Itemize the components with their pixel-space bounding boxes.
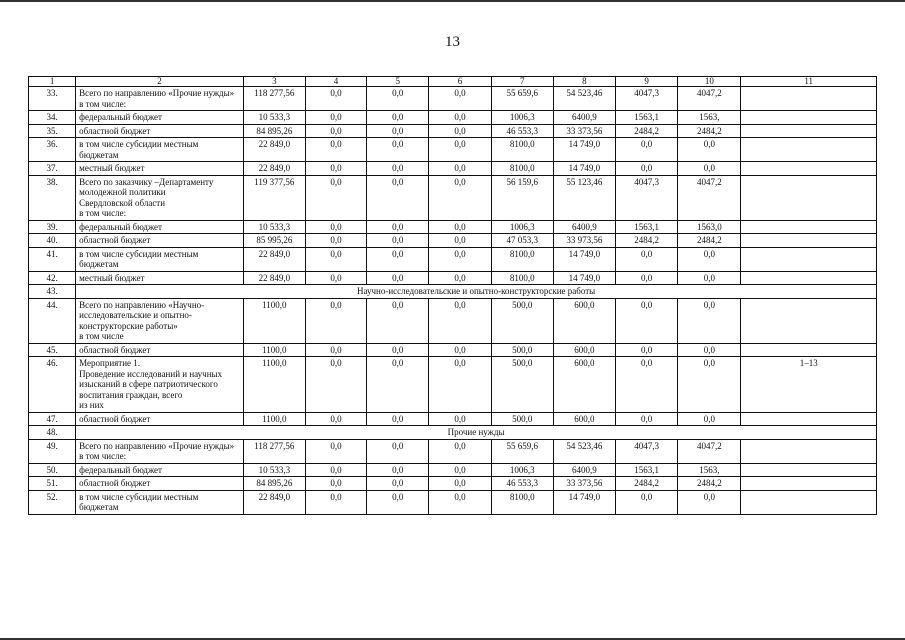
cell-c5: 0,0	[367, 111, 429, 125]
cell-c4: 0,0	[305, 220, 366, 234]
cell-c9: 0,0	[616, 357, 678, 413]
column-number-2: 2	[76, 77, 244, 87]
cell-c11	[741, 87, 877, 111]
budget-table	[28, 76, 877, 515]
cell-c6: 0,0	[429, 111, 491, 125]
table-row	[29, 439, 877, 463]
cell-c11	[741, 124, 877, 138]
cell-c4: 0,0	[305, 477, 366, 491]
section-title: Научно-исследовательские и опытно-конструкторские работы	[76, 285, 877, 299]
cell-c5: 0,0	[367, 490, 429, 514]
table-row	[29, 247, 877, 271]
table-body	[29, 87, 877, 515]
cell-c9: 4047,3	[616, 439, 678, 463]
column-number-row	[29, 77, 877, 87]
cell-c9: 2484,2	[616, 477, 678, 491]
cell-c4: 0,0	[305, 234, 366, 248]
cell-c7: 8100,0	[491, 162, 553, 176]
cell-c10: 0,0	[678, 412, 741, 426]
cell-c7: 8100,0	[491, 138, 553, 162]
row-name: Всего по направлению «Прочие нужды» в том числе:	[76, 87, 244, 111]
table-row	[29, 220, 877, 234]
cell-c3: 84 895,26	[243, 477, 305, 491]
cell-c6: 0,0	[429, 490, 491, 514]
cell-c6: 0,0	[429, 439, 491, 463]
row-name: Мероприятие 1. Проведение исследований и научных изысканий в сфере патриотического воспитания граждан, всего из них	[76, 357, 244, 413]
row-number: 39.	[29, 220, 76, 234]
cell-c6: 0,0	[429, 463, 491, 477]
row-name: Всего по направлению «Научно-исследовательские и опытно-конструкторские работы» в том числе	[76, 298, 244, 343]
cell-c10: 4047,2	[678, 175, 741, 220]
cell-c8: 14 749,0	[553, 490, 615, 514]
cell-c11	[741, 477, 877, 491]
row-number: 44.	[29, 298, 76, 343]
cell-c9: 0,0	[616, 412, 678, 426]
table-row	[29, 412, 877, 426]
row-name: в том числе субсидии местным бюджетам	[76, 490, 244, 514]
cell-c3: 10 533,3	[243, 463, 305, 477]
cell-c8: 14 749,0	[553, 247, 615, 271]
cell-c5: 0,0	[367, 247, 429, 271]
row-number: 33.	[29, 87, 76, 111]
cell-c11	[741, 234, 877, 248]
row-name: в том числе субсидии местным бюджетам	[76, 247, 244, 271]
column-number-6: 6	[429, 77, 491, 87]
cell-c10: 0,0	[678, 271, 741, 285]
cell-c8: 600,0	[553, 357, 615, 413]
cell-c8: 14 749,0	[553, 271, 615, 285]
row-name: в том числе субсидии местным бюджетам	[76, 138, 244, 162]
cell-c8: 14 749,0	[553, 138, 615, 162]
cell-c11	[741, 111, 877, 125]
cell-c10: 1563,	[678, 111, 741, 125]
cell-c9: 0,0	[616, 298, 678, 343]
cell-c7: 56 159,6	[491, 175, 553, 220]
row-number: 50.	[29, 463, 76, 477]
row-number: 49.	[29, 439, 76, 463]
row-number: 51.	[29, 477, 76, 491]
row-number: 36.	[29, 138, 76, 162]
cell-c8: 54 523,46	[553, 439, 615, 463]
table-row	[29, 138, 877, 162]
row-number: 48.	[29, 426, 76, 440]
column-number-8: 8	[553, 77, 615, 87]
cell-c9: 0,0	[616, 247, 678, 271]
cell-c4: 0,0	[305, 87, 366, 111]
cell-c4: 0,0	[305, 439, 366, 463]
cell-c10: 1563,0	[678, 220, 741, 234]
cell-c4: 0,0	[305, 111, 366, 125]
row-number: 52.	[29, 490, 76, 514]
cell-c8: 54 523,46	[553, 87, 615, 111]
cell-c10: 2484,2	[678, 124, 741, 138]
cell-c9: 2484,2	[616, 124, 678, 138]
cell-c8: 6400,9	[553, 220, 615, 234]
column-number-5: 5	[367, 77, 429, 87]
cell-c7: 1006,3	[491, 220, 553, 234]
row-name: Всего по заказчику –Департаменту молодежной политики Свердловской области в том числе:	[76, 175, 244, 220]
cell-c6: 0,0	[429, 298, 491, 343]
cell-c10: 0,0	[678, 298, 741, 343]
cell-c6: 0,0	[429, 412, 491, 426]
cell-c10: 0,0	[678, 357, 741, 413]
section-header-row	[29, 285, 877, 299]
page-number: 13	[445, 34, 460, 50]
table-row	[29, 175, 877, 220]
table-row	[29, 477, 877, 491]
cell-c4: 0,0	[305, 247, 366, 271]
column-number-9: 9	[616, 77, 678, 87]
table-row	[29, 234, 877, 248]
cell-c9: 1563,1	[616, 463, 678, 477]
cell-c7: 500,0	[491, 343, 553, 357]
cell-c3: 22 849,0	[243, 271, 305, 285]
cell-c8: 600,0	[553, 343, 615, 357]
cell-c9: 2484,2	[616, 234, 678, 248]
cell-c3: 22 849,0	[243, 138, 305, 162]
cell-c4: 0,0	[305, 357, 366, 413]
table-row	[29, 343, 877, 357]
row-number: 34.	[29, 111, 76, 125]
row-name: Всего по направлению «Прочие нужды» в том числе:	[76, 439, 244, 463]
cell-c11	[741, 220, 877, 234]
cell-c5: 0,0	[367, 87, 429, 111]
row-name: федеральный бюджет	[76, 220, 244, 234]
cell-c6: 0,0	[429, 175, 491, 220]
cell-c11	[741, 162, 877, 176]
row-number: 35.	[29, 124, 76, 138]
row-name: областной бюджет	[76, 343, 244, 357]
cell-c5: 0,0	[367, 357, 429, 413]
table-row	[29, 87, 877, 111]
cell-c3: 1100,0	[243, 298, 305, 343]
cell-c9: 4047,3	[616, 87, 678, 111]
cell-c9: 1563,1	[616, 111, 678, 125]
cell-c11	[741, 175, 877, 220]
cell-c6: 0,0	[429, 271, 491, 285]
cell-c6: 0,0	[429, 357, 491, 413]
cell-c6: 0,0	[429, 477, 491, 491]
cell-c4: 0,0	[305, 162, 366, 176]
cell-c5: 0,0	[367, 124, 429, 138]
cell-c3: 10 533,3	[243, 220, 305, 234]
cell-c5: 0,0	[367, 439, 429, 463]
cell-c7: 500,0	[491, 357, 553, 413]
cell-c6: 0,0	[429, 234, 491, 248]
cell-c8: 600,0	[553, 412, 615, 426]
row-number: 43.	[29, 285, 76, 299]
cell-c9: 4047,3	[616, 175, 678, 220]
cell-c4: 0,0	[305, 138, 366, 162]
cell-c7: 8100,0	[491, 490, 553, 514]
cell-c5: 0,0	[367, 343, 429, 357]
cell-c5: 0,0	[367, 298, 429, 343]
cell-c3: 119 377,56	[243, 175, 305, 220]
cell-c4: 0,0	[305, 463, 366, 477]
cell-c8: 55 123,46	[553, 175, 615, 220]
column-number-3: 3	[243, 77, 305, 87]
cell-c7: 8100,0	[491, 271, 553, 285]
cell-c5: 0,0	[367, 477, 429, 491]
row-number: 37.	[29, 162, 76, 176]
cell-c7: 47 053,3	[491, 234, 553, 248]
cell-c7: 8100,0	[491, 247, 553, 271]
cell-c5: 0,0	[367, 463, 429, 477]
cell-c3: 84 895,26	[243, 124, 305, 138]
cell-c9: 0,0	[616, 162, 678, 176]
cell-c3: 85 995,26	[243, 234, 305, 248]
cell-c10: 1563,	[678, 463, 741, 477]
cell-c6: 0,0	[429, 220, 491, 234]
cell-c5: 0,0	[367, 138, 429, 162]
cell-c5: 0,0	[367, 271, 429, 285]
row-number: 47.	[29, 412, 76, 426]
table-row	[29, 357, 877, 413]
column-number-7: 7	[491, 77, 553, 87]
cell-c8: 600,0	[553, 298, 615, 343]
cell-c5: 0,0	[367, 175, 429, 220]
cell-c7: 500,0	[491, 298, 553, 343]
section-header-row	[29, 426, 877, 440]
cell-c7: 46 553,3	[491, 477, 553, 491]
cell-c3: 1100,0	[243, 343, 305, 357]
column-number-1: 1	[29, 77, 76, 87]
cell-c4: 0,0	[305, 412, 366, 426]
column-number-4: 4	[305, 77, 366, 87]
cell-c11: 1–13	[741, 357, 877, 413]
cell-c9: 0,0	[616, 271, 678, 285]
cell-c6: 0,0	[429, 138, 491, 162]
cell-c10: 0,0	[678, 490, 741, 514]
cell-c7: 1006,3	[491, 111, 553, 125]
cell-c3: 118 277,56	[243, 439, 305, 463]
cell-c9: 0,0	[616, 343, 678, 357]
row-number: 45.	[29, 343, 76, 357]
cell-c11	[741, 247, 877, 271]
cell-c7: 55 659,6	[491, 439, 553, 463]
cell-c10: 0,0	[678, 162, 741, 176]
row-name: местный бюджет	[76, 162, 244, 176]
table-row	[29, 298, 877, 343]
table-row	[29, 162, 877, 176]
row-number: 38.	[29, 175, 76, 220]
row-number: 42.	[29, 271, 76, 285]
cell-c10: 0,0	[678, 138, 741, 162]
cell-c9: 1563,1	[616, 220, 678, 234]
cell-c7: 1006,3	[491, 463, 553, 477]
row-name: областной бюджет	[76, 477, 244, 491]
row-name: областной бюджет	[76, 412, 244, 426]
cell-c3: 22 849,0	[243, 247, 305, 271]
cell-c3: 1100,0	[243, 357, 305, 413]
row-number: 41.	[29, 247, 76, 271]
cell-c8: 6400,9	[553, 463, 615, 477]
table-row	[29, 124, 877, 138]
cell-c6: 0,0	[429, 162, 491, 176]
cell-c9: 0,0	[616, 138, 678, 162]
cell-c5: 0,0	[367, 234, 429, 248]
cell-c3: 22 849,0	[243, 490, 305, 514]
cell-c8: 6400,9	[553, 111, 615, 125]
cell-c7: 500,0	[491, 412, 553, 426]
cell-c4: 0,0	[305, 175, 366, 220]
cell-c8: 33 373,56	[553, 124, 615, 138]
cell-c10: 4047,2	[678, 87, 741, 111]
page-top-edge	[0, 0, 905, 2]
cell-c4: 0,0	[305, 298, 366, 343]
cell-c11	[741, 412, 877, 426]
cell-c10: 2484,2	[678, 477, 741, 491]
cell-c7: 55 659,6	[491, 87, 553, 111]
cell-c8: 33 373,56	[553, 477, 615, 491]
cell-c11	[741, 138, 877, 162]
table-row	[29, 111, 877, 125]
section-title: Прочие нужды	[76, 426, 877, 440]
cell-c4: 0,0	[305, 271, 366, 285]
cell-c10: 0,0	[678, 247, 741, 271]
cell-c4: 0,0	[305, 124, 366, 138]
table-row	[29, 490, 877, 514]
cell-c8: 14 749,0	[553, 162, 615, 176]
row-number: 40.	[29, 234, 76, 248]
cell-c6: 0,0	[429, 87, 491, 111]
cell-c11	[741, 271, 877, 285]
row-name: областной бюджет	[76, 234, 244, 248]
cell-c4: 0,0	[305, 343, 366, 357]
table-row	[29, 271, 877, 285]
cell-c11	[741, 463, 877, 477]
column-number-11: 11	[741, 77, 877, 87]
cell-c11	[741, 298, 877, 343]
cell-c5: 0,0	[367, 162, 429, 176]
cell-c6: 0,0	[429, 343, 491, 357]
cell-c3: 10 533,3	[243, 111, 305, 125]
cell-c3: 118 277,56	[243, 87, 305, 111]
row-name: федеральный бюджет	[76, 463, 244, 477]
table-row	[29, 463, 877, 477]
cell-c8: 33 973,56	[553, 234, 615, 248]
cell-c5: 0,0	[367, 412, 429, 426]
column-number-10: 10	[678, 77, 741, 87]
cell-c11	[741, 490, 877, 514]
cell-c10: 4047,2	[678, 439, 741, 463]
cell-c10: 0,0	[678, 343, 741, 357]
cell-c9: 0,0	[616, 490, 678, 514]
cell-c5: 0,0	[367, 220, 429, 234]
row-number: 46.	[29, 357, 76, 413]
cell-c3: 22 849,0	[243, 162, 305, 176]
cell-c4: 0,0	[305, 490, 366, 514]
cell-c6: 0,0	[429, 247, 491, 271]
row-name: федеральный бюджет	[76, 111, 244, 125]
row-name: местный бюджет	[76, 271, 244, 285]
cell-c11	[741, 439, 877, 463]
row-name: областной бюджет	[76, 124, 244, 138]
cell-c3: 1100,0	[243, 412, 305, 426]
cell-c10: 2484,2	[678, 234, 741, 248]
cell-c11	[741, 343, 877, 357]
cell-c6: 0,0	[429, 124, 491, 138]
cell-c7: 46 553,3	[491, 124, 553, 138]
